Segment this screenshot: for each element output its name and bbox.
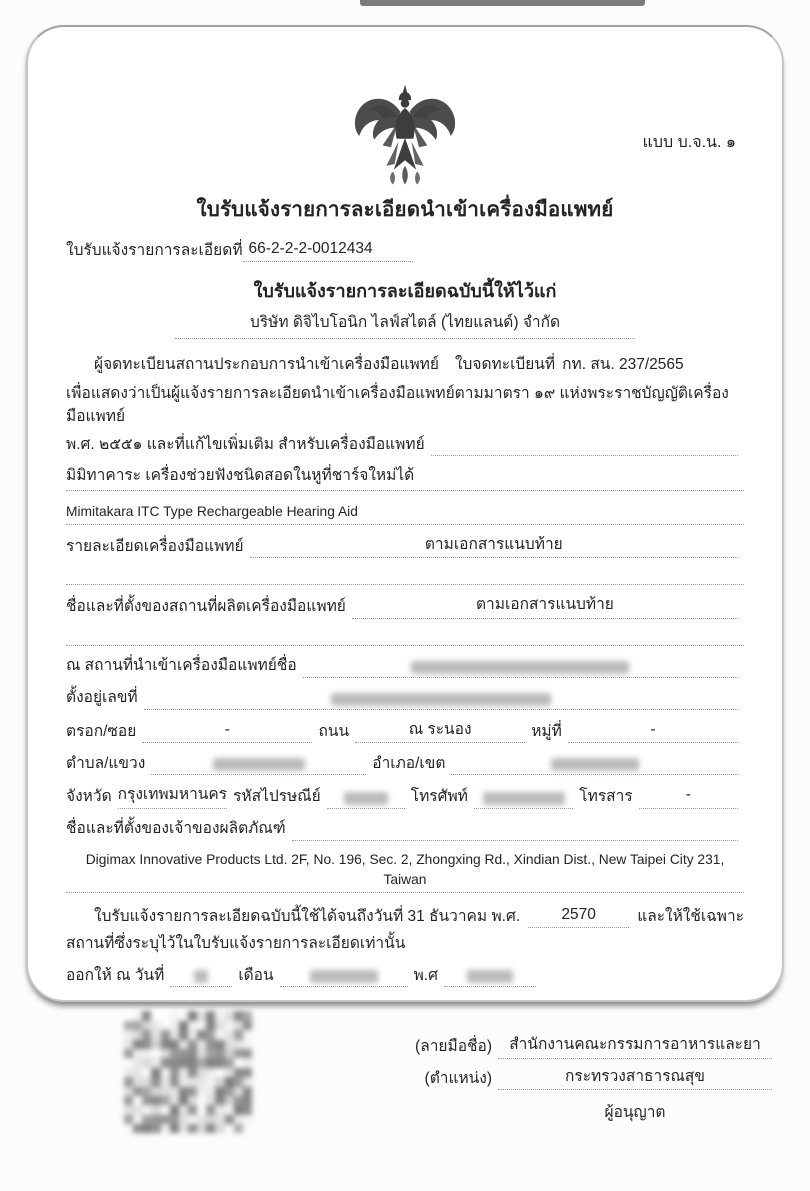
soi-road-moo-row — [66, 719, 744, 743]
moo-label: หมู่ที่ — [531, 722, 562, 740]
redacted-issue-month — [310, 970, 378, 983]
registration-no-value: กท. สน. 237/2565 — [562, 355, 684, 373]
signature-section — [66, 1001, 761, 1191]
issue-era-label: พ.ศ — [413, 966, 438, 984]
device-details-label: รายละเอียดเครื่องมือแพทย์ — [66, 537, 244, 555]
signature-row — [406, 1034, 778, 1058]
manufacturer-value: ตามเอกสารแนบท้าย — [475, 596, 614, 614]
phone-line — [474, 786, 573, 809]
issue-month-label: เดือน — [238, 966, 274, 984]
address-no-label: ตั้งอยู่เลขที่ — [66, 689, 138, 707]
issue-day-line — [170, 964, 232, 987]
district-line — [451, 752, 738, 775]
receipt-number-label: ใบรับแจ้งรายการละเอียดที่ — [66, 241, 243, 259]
owner-label-row — [66, 818, 744, 841]
declaration-line2-row — [66, 433, 744, 456]
manufacturer-label: ชื่อและที่ตั้งของสถานที่ผลิตเครื่องมือแพทย์ — [66, 598, 346, 616]
declaration-line2: พ.ศ. ๒๕๕๑ และที่แก้ไขเพิ่มเติม สำหรับเครื่องมือแพทย์ — [66, 435, 425, 453]
document-title: ใบรับแจ้งรายการละเอียดนำเข้าเครื่องมือแพทย์ — [196, 198, 614, 221]
redacted-import-place-name — [411, 661, 629, 674]
validity-year: 2570 — [561, 905, 596, 923]
province-value: กรุงเทพมหานคร — [117, 786, 228, 804]
blank-dotted-line — [66, 567, 744, 585]
fax-label: โทรสาร — [579, 788, 633, 806]
manufacturer-row — [66, 594, 744, 618]
redacted-issue-day — [194, 970, 208, 983]
signature-value: สำนักงานคณะกรรมการอาหารและยา — [509, 1036, 761, 1054]
fax-value: - — [685, 786, 691, 804]
company-name: บริษัท ดิจิไบโอนิก ไลฟ์สไตล์ (ไทยแลนด์) จำกัด — [175, 312, 635, 338]
signature-label: (ลายมือชื่อ) — [415, 1038, 492, 1056]
authorizer-title: ผู้อนุญาต — [604, 1104, 666, 1122]
certificate-card — [26, 25, 784, 1122]
registration-no-label: ใบจดทะเบียนที่ — [454, 355, 556, 373]
receipt-number-row — [66, 238, 744, 262]
signature-block — [406, 1001, 778, 1124]
moo-value: - — [650, 720, 656, 738]
validity-prefix: ใบรับแจ้งรายการละเอียดฉบับนี้ใช้ได้จนถึงวันที่ 31 ธันวาคม พ.ศ. — [94, 907, 521, 925]
declaration-fill-line — [431, 433, 738, 456]
import-place-name-line — [303, 655, 738, 678]
registrant-label: ผู้จดทะเบียนสถานประกอบการนำเข้าเครื่องมือแพทย์ — [94, 355, 439, 373]
phone-label: โทรศัพท์ — [410, 788, 468, 806]
device-name-en: Mimitakara ITC Type Rechargeable Hearing Aid — [66, 500, 744, 525]
redacted-district — [551, 758, 639, 771]
soi-value: - — [224, 720, 230, 738]
device-details-value-line — [250, 534, 738, 558]
address-no-line — [144, 687, 738, 710]
position-label: (ตำแหน่ง) — [424, 1069, 492, 1087]
address-no-row — [66, 687, 744, 710]
receipt-number-value: 66-2-2-2-0012434 — [243, 238, 413, 262]
grant-heading: ใบรับแจ้งรายการละเอียดฉบับนี้ให้ไว้แก่ — [253, 281, 557, 302]
declaration-line1: เพื่อแสดงว่าเป็นผู้แจ้งรายการละเอียดนำเข้าเครื่องมือแพทย์ตามมาตรา ๑๙ แห่งพระราชบัญญัติเครื่องมือแพทย์ — [66, 385, 729, 425]
soi-line — [142, 719, 312, 743]
import-place-name-row — [66, 655, 744, 678]
province-postcode-phone-row — [66, 784, 744, 808]
position-row — [406, 1066, 778, 1090]
manufacturer-value-line — [352, 594, 738, 618]
redacted-address-no — [331, 693, 551, 706]
owner-address-en: Digimax Innovative Products Ltd. 2F, No. 196, Sec. 2, Zhongxing Rd., Xindian Dist., New Taipei City 231, Taiwan — [66, 850, 744, 893]
road-value: ณ ระนอง — [408, 720, 472, 738]
form-code: แบบ บ.จ.น. ๑ — [642, 134, 736, 151]
issue-month-line — [280, 964, 408, 987]
road-label: ถนน — [318, 722, 350, 740]
issue-date-row — [66, 964, 744, 987]
qr-code — [124, 1011, 252, 1133]
soi-label: ตรอก/ซอย — [66, 722, 137, 740]
moo-line — [568, 719, 738, 743]
province-label: จังหวัด — [66, 788, 112, 806]
owner-label: ชื่อและที่ตั้งของเจ้าของผลิตภัณฑ์ — [66, 820, 286, 838]
owner-fill-line — [292, 818, 738, 841]
device-name-th: มิมิทาคาระ เครื่องช่วยฟังชนิดสอดในหูที่ชาร์จใหม่ได้ — [66, 465, 744, 490]
postcode-line — [327, 786, 405, 809]
postcode-label: รหัสไปรษณีย์ — [233, 788, 321, 806]
province-line — [118, 784, 227, 808]
position-value: กระทรวงสาธารณสุข — [565, 1067, 705, 1085]
screen-top-handle-bar — [360, 0, 645, 6]
issue-year-line — [444, 964, 536, 987]
device-details-value: ตามเอกสารแนบท้าย — [424, 535, 563, 553]
subdistrict-district-row — [66, 752, 744, 775]
redacted-phone — [483, 792, 565, 805]
device-details-row — [66, 534, 744, 558]
validity-row — [66, 904, 744, 928]
redacted-postcode — [344, 792, 388, 805]
signature-value-line — [498, 1034, 772, 1058]
validity-year-line — [528, 904, 629, 928]
redacted-subdistrict — [213, 758, 305, 771]
subdistrict-label: ตำบล/แขวง — [66, 754, 146, 772]
validity-line2: สถานที่ซึ่งระบุไว้ในใบรับแจ้งรายการละเอียดเท่านั้น — [66, 934, 406, 952]
validity-suffix: และให้ใช้เฉพาะ — [637, 907, 744, 925]
registrant-row — [66, 354, 744, 376]
subdistrict-line — [151, 752, 366, 775]
district-label: อำเภอ/เขต — [372, 754, 446, 772]
import-place-name-label: ณ สถานที่นำเข้าเครื่องมือแพทย์ชื่อ — [66, 657, 297, 675]
fax-line — [639, 784, 738, 808]
issue-date-label: ออกให้ ณ วันที่ — [66, 966, 165, 984]
road-line — [355, 719, 525, 743]
certificate-content — [28, 83, 782, 1122]
blank-dotted-line — [66, 628, 744, 646]
redacted-issue-year — [467, 970, 513, 983]
position-value-line — [498, 1066, 772, 1090]
